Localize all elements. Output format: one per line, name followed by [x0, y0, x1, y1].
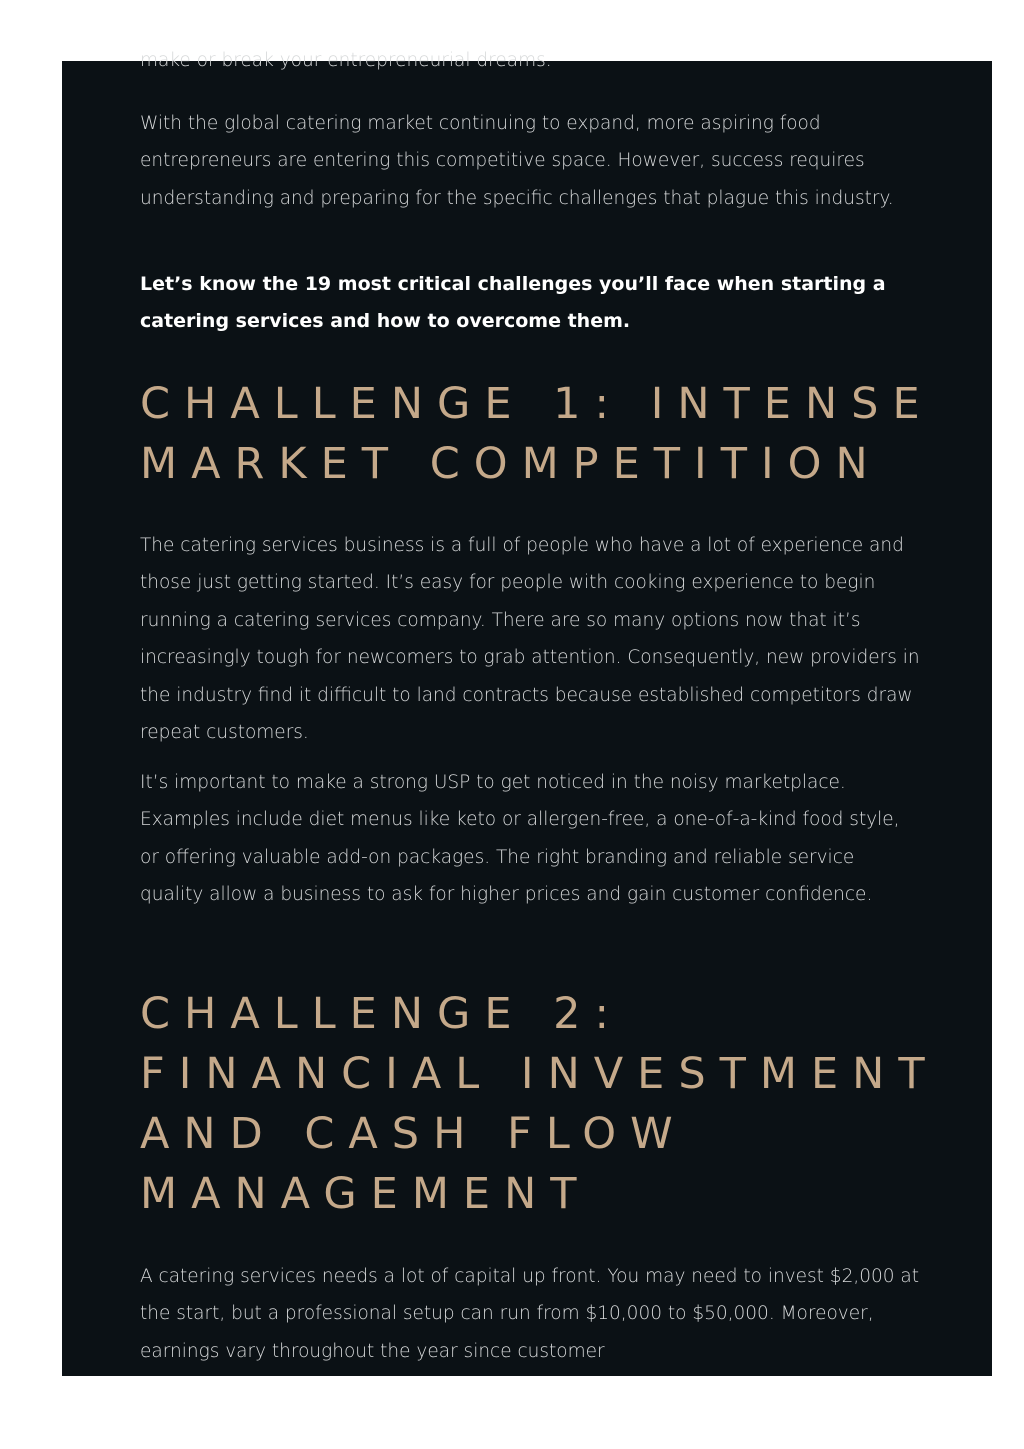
challenge-1-paragraph-2: It’s important to make a strong USP to get noticed in the noisy marketplace. Examples include diet menus like keto or allergen-free, a one-of-a-kind food style, or offering valuable add-on packages. The right branding and reliable service quality allow a business to ask for higher prices and gain customer confidence. [140, 772, 900, 906]
challenge-2-heading: CHALLENGE 2: FINANCIAL INVESTMENT AND CASH FLOW MANAGEMENT [140, 989, 939, 1219]
challenge-2-paragraph-1: A catering services needs a lot of capital up front. You may need to invest $2,000 at the start, but a professional setup can run from $10,000 to $50,000. Moreover, earnings vary throughout the year since customer [140, 1266, 920, 1362]
document-page [62, 50, 992, 1376]
intro-paragraph: With the global catering market continuing to expand, more aspiring food entrepreneurs are entering this competitive space. However, success requires understanding and preparing for the specific challenges that plague this industry. [140, 113, 894, 209]
challenge-1-heading: CHALLENGE 1: INTENSE MARKET COMPETITION [140, 379, 934, 489]
challenge-1-paragraph-1: The catering services business is a full of people who have a lot of experience and those just getting started. It’s easy for people with cooking experience to begin running a catering services company. There are so many options now that it’s increasingly tough for newcomers to grab attention. Consequently, new providers in the industry find it difficult to land contracts because established competitors draw repeat customers. [140, 535, 920, 744]
cutoff-paragraph-line: make or break your entrepreneurial dreams. [140, 50, 552, 71]
lead-paragraph: Let’s know the 19 most critical challenges you’ll face when starting a catering services and how to overcome them. [140, 273, 886, 333]
